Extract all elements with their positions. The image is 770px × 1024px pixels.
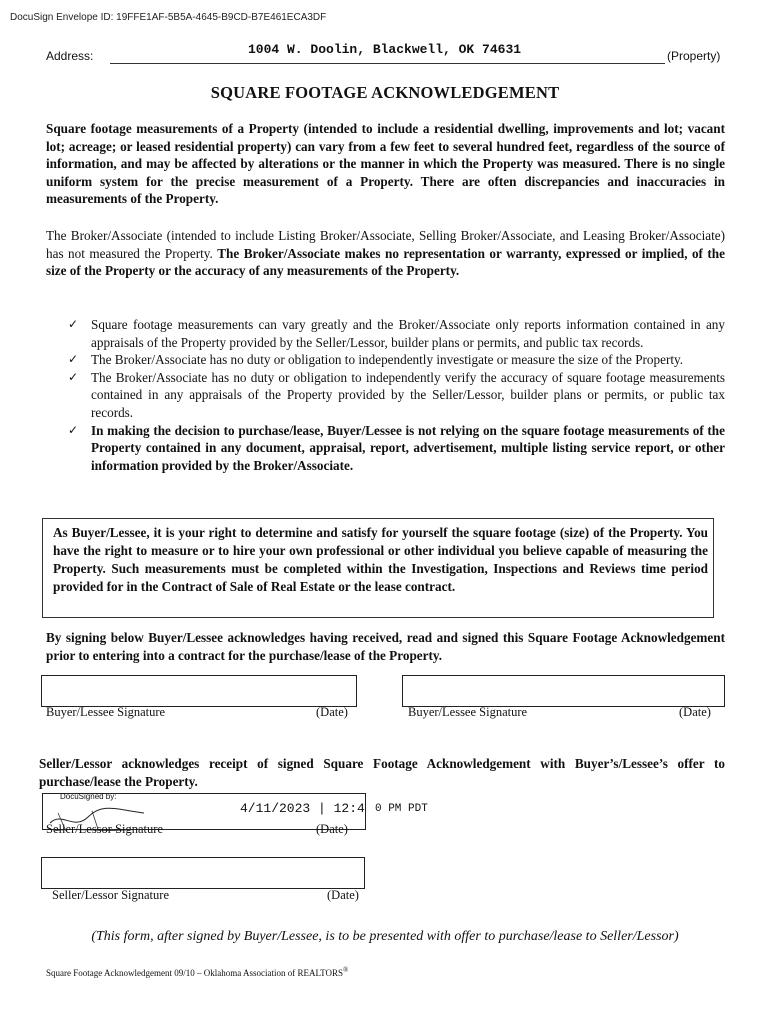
checkmark-icon: ✓ bbox=[68, 317, 79, 331]
registered-mark: ® bbox=[342, 966, 349, 974]
broker-paragraph-bold: The Broker/Associate makes no representation or warranty, expressed or implied, of the size of the Property or the accuracy of any measurements of the Property. bbox=[46, 245, 725, 279]
seller-date-label-2: (Date) bbox=[327, 888, 359, 902]
intro-paragraph: Square footage measurements of a Property (intended to include a residential dwelling, improvements and lot; vacant lot; acreage; or leased residential property) can vary from a few feet to several hundred feet, regardless of the source of information, and may be affected by alterations or the manner in which the Property was measured. There is no single uniform system for the precise measurement of a Property. There are often discrepancies and inaccuracies in measurements of the Property. bbox=[46, 121, 725, 207]
address-line bbox=[110, 63, 665, 64]
docusign-date: 4/11/2023 | 12:4 bbox=[240, 801, 365, 816]
docusigned-label: DocuSigned by: bbox=[60, 792, 117, 801]
docusign-time: 0 PM PDT bbox=[375, 803, 428, 815]
buyer-signature-label-1: Buyer/Lessee Signature bbox=[46, 705, 166, 719]
list-item bbox=[68, 369, 725, 422]
seller-signature-label-2: Seller/Lessor Signature bbox=[52, 888, 169, 902]
list-item-text: Square footage measurements can vary greatly and the Broker/Associate only reports information contained in any appraisals of the Property provided by the Seller/Lessor, builder plans or permits, and public tax records. bbox=[91, 317, 725, 350]
buyer-date-label-1: (Date) bbox=[316, 705, 348, 719]
acknowledgement-checklist bbox=[68, 316, 725, 474]
address-suffix: (Property) bbox=[667, 49, 721, 63]
list-item-text: The Broker/Associate has no duty or obligation to independently investigate or measure the size of the Property. bbox=[91, 352, 684, 368]
buyer-signature-field-1[interactable] bbox=[41, 675, 357, 707]
seller-signature-label-1: Seller/Lessor Signature bbox=[46, 822, 163, 836]
seller-acknowledgement: Seller/Lessor acknowledges receipt of signed Square Footage Acknowledgement with Buyer’s/Lessee’s offer to purchase/lease the Property. bbox=[39, 756, 725, 789]
buyer-acknowledgement: By signing below Buyer/Lessee acknowledges having received, read and signed this Square Footage Acknowledgement prior to entering into a contract for the purchase/lease of the Property. bbox=[46, 630, 725, 663]
list-item bbox=[68, 351, 725, 369]
address-label: Address: bbox=[46, 49, 94, 63]
checkmark-icon: ✓ bbox=[68, 352, 79, 367]
buyer-rights-box: As Buyer/Lessee, it is your right to determine and satisfy for yourself the square footage (size) of the Property. You have the right to measure or to hire your own professional or other individual you believe capable of measuring the Property. Such measurements must be completed within the Investigation, Inspections and Reviews time period provided for in the Contract of Sale of Real Estate or the lease contract. bbox=[42, 518, 714, 618]
broker-paragraph-normal: The Broker/Associate (intended to include Listing Broker/Associate, Selling Broker/Associate, and Leasing Broker/Associate) has not measured the Property. bbox=[46, 228, 725, 261]
list-item-text: In making the decision to purchase/lease, Buyer/Lessee is not relying on the square footage measurements of the Property contained in any document, appraisal, report, advertisement, multiple listing service report, or other information provided by the Broker/Associate. bbox=[91, 422, 725, 473]
footer-note: (This form, after signed by Buyer/Lessee, is to be presented with offer to purchase/lease to Seller/Lessor) bbox=[91, 929, 679, 944]
form-footer bbox=[46, 966, 348, 978]
list-item bbox=[68, 316, 725, 351]
list-item bbox=[68, 422, 725, 475]
list-item-text: The Broker/Associate has no duty or obligation to independently verify the accuracy of square footage measurements contained in any appraisals of the Property provided by the Seller/Lessor, builder plans or permits, or public tax records. bbox=[91, 369, 725, 420]
organization: – Oklahoma Association of REALTORS bbox=[194, 968, 343, 978]
docusign-envelope-id: DocuSign Envelope ID: 19FFE1AF-5B5A-4645-B9CD-B7E461ECA3DF bbox=[10, 12, 327, 23]
page-title: SQUARE FOOTAGE ACKNOWLEDGEMENT bbox=[210, 83, 560, 102]
checkmark-icon: ✓ bbox=[68, 422, 79, 437]
checkmark-icon: ✓ bbox=[68, 369, 79, 384]
seller-date-label-1: (Date) bbox=[316, 822, 348, 836]
buyer-signature-field-2[interactable] bbox=[402, 675, 725, 707]
buyer-signature-label-2: Buyer/Lessee Signature bbox=[408, 705, 528, 719]
broker-paragraph bbox=[46, 227, 725, 280]
address-value: 1004 W. Doolin, Blackwell, OK 74631 bbox=[248, 42, 522, 57]
buyer-date-label-2: (Date) bbox=[679, 705, 711, 719]
form-name: Square Footage Acknowledgement 09/10 bbox=[46, 968, 195, 978]
seller-signature-field-2[interactable] bbox=[41, 857, 365, 889]
